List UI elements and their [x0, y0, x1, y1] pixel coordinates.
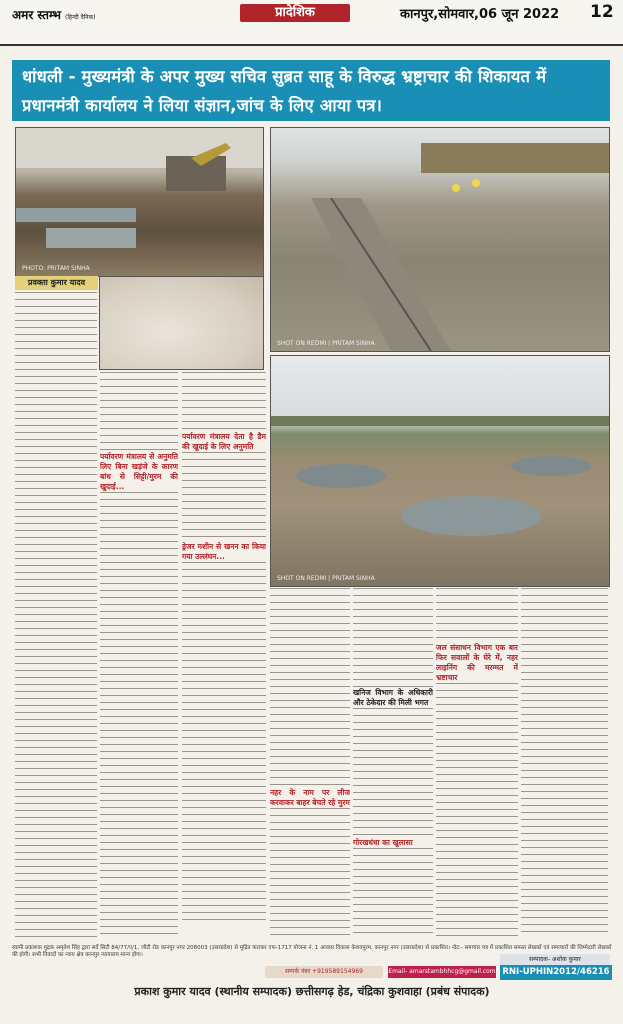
subhead-1: पर्यावरण मंत्रालय से अनुमति लिए बिना खड़ंजे के कारण बांध से सिट्टी/मुरम की खुदाई...: [100, 452, 178, 491]
article-column-2: [100, 372, 178, 937]
body-text-block: [353, 848, 433, 937]
waterlogged-pits-illustration: [271, 356, 609, 586]
body-text-block: [100, 372, 178, 452]
subhead-2: पर्यावरण मंत्रालय देता है डैम की खुदाई के लिए अनुमति: [182, 432, 266, 451]
dam-site-photo: [270, 355, 610, 587]
body-text-block: [270, 588, 350, 788]
imprint-line: स्वामी प्रकाशक मुद्रक अमृतेश सिंह द्वारा सर्वे सिटी 84/77/ए/1, जौटी रोड कानपुर नगर 208003 (उत्तरप्रदेश) से मुद्रित कराकर एफ-1717 योजना नं. 1 आवास विकास केशवपुरम, कानपुर नगर (उत्तरप्रदेश) से प्रकाशित। नोट:- समाचार पत्र में प्रकाशित समस्त लेखकों एवं समाचारों की जिम्मेदारी लेखकों की होगी। सभी विवादों का न्याय क्षेत्र कानपुर न्यायालय मान्य होगा।: [12, 945, 612, 958]
subhead-6: गोरखधंधा का खुलासा: [353, 838, 413, 847]
photo-caption: SHOT ON REDMI | PRITAM SINHA: [277, 575, 375, 582]
article-column-5: [353, 588, 433, 937]
article-column-6: [436, 588, 518, 937]
body-text-block: [353, 588, 433, 688]
headline: धांधली - मुख्यमंत्री के अपर मुख्य सचिव सुब्रत साहू के विरुद्ध भ्रष्ट्राचार की शिकायत में प्रधानमंत्री कार्यालय ने लिया संज्ञान,जांच के लिए आया पत्र।: [22, 67, 547, 115]
dateline: कानपुर,सोमवार,06 जून 2022: [400, 7, 560, 22]
publisher-line: प्रकाश कुमार यादव (स्थानीय सम्पादक) छत्तीसगढ़ हेड, चंद्रिका कुशवाहा (प्रबंध संपादक): [134, 985, 490, 998]
article-column-3: [182, 372, 266, 937]
editor-name: सम्पादक- अशोक कुमार: [500, 954, 610, 966]
body-text-block: [182, 452, 266, 542]
article-column-1: [15, 292, 97, 937]
subhead-3: ड्रेजर मशीन से खनन का किया गया उल्लंघन...: [182, 542, 266, 561]
canal-illustration: [271, 128, 609, 351]
excavator-illustration: [16, 128, 263, 276]
body-text-block: [353, 708, 433, 838]
document-photo: [99, 276, 264, 370]
body-text-block: [182, 372, 266, 432]
paper-subtitle: (हिन्दी दैनिक): [64, 14, 96, 21]
excavation-photo: [15, 127, 264, 277]
byline: प्रवक्ता कुमार यादव: [15, 276, 98, 290]
body-text-block: [436, 683, 518, 937]
photo-caption: PHOTO: PRITAM SINHA: [22, 265, 90, 272]
contact-number: सम्पर्क नंबर +919589154969: [265, 966, 383, 978]
article-column-4: [270, 588, 350, 937]
body-text-block: [270, 808, 350, 937]
email-link[interactable]: Email- amarstambhhcg@gmail.com: [388, 966, 496, 978]
section-badge: प्रादेशिक: [240, 4, 350, 22]
rni-number: RNI-UPHIN2012/46216: [500, 965, 612, 980]
subhead-5: खनिज विभाग के अधिकारी और ठेकेदार की मिली भगत: [353, 688, 433, 707]
paper-name-text: अमर स्तम्भ: [12, 8, 61, 22]
paper-name: [12, 6, 96, 23]
subhead-7: जल संसाधन विभाग एक बार फिर सवालों के घेरे में, नहर लाइनिंग की मरम्मत में भ्रष्टाचार: [436, 643, 518, 682]
photo-caption: SHOT ON REDMI | PRITAM SINHA: [277, 340, 375, 347]
article-column-7: [521, 588, 608, 937]
body-text-block: [100, 492, 178, 937]
page-number: 12: [590, 2, 614, 22]
body-text-block: [436, 588, 518, 643]
canal-construction-photo: [270, 127, 610, 352]
subhead-4: नहर के नाम पर लीज करवाकर बाहर बेचते रहे मुरम: [270, 788, 350, 807]
body-text-block: [182, 562, 266, 922]
